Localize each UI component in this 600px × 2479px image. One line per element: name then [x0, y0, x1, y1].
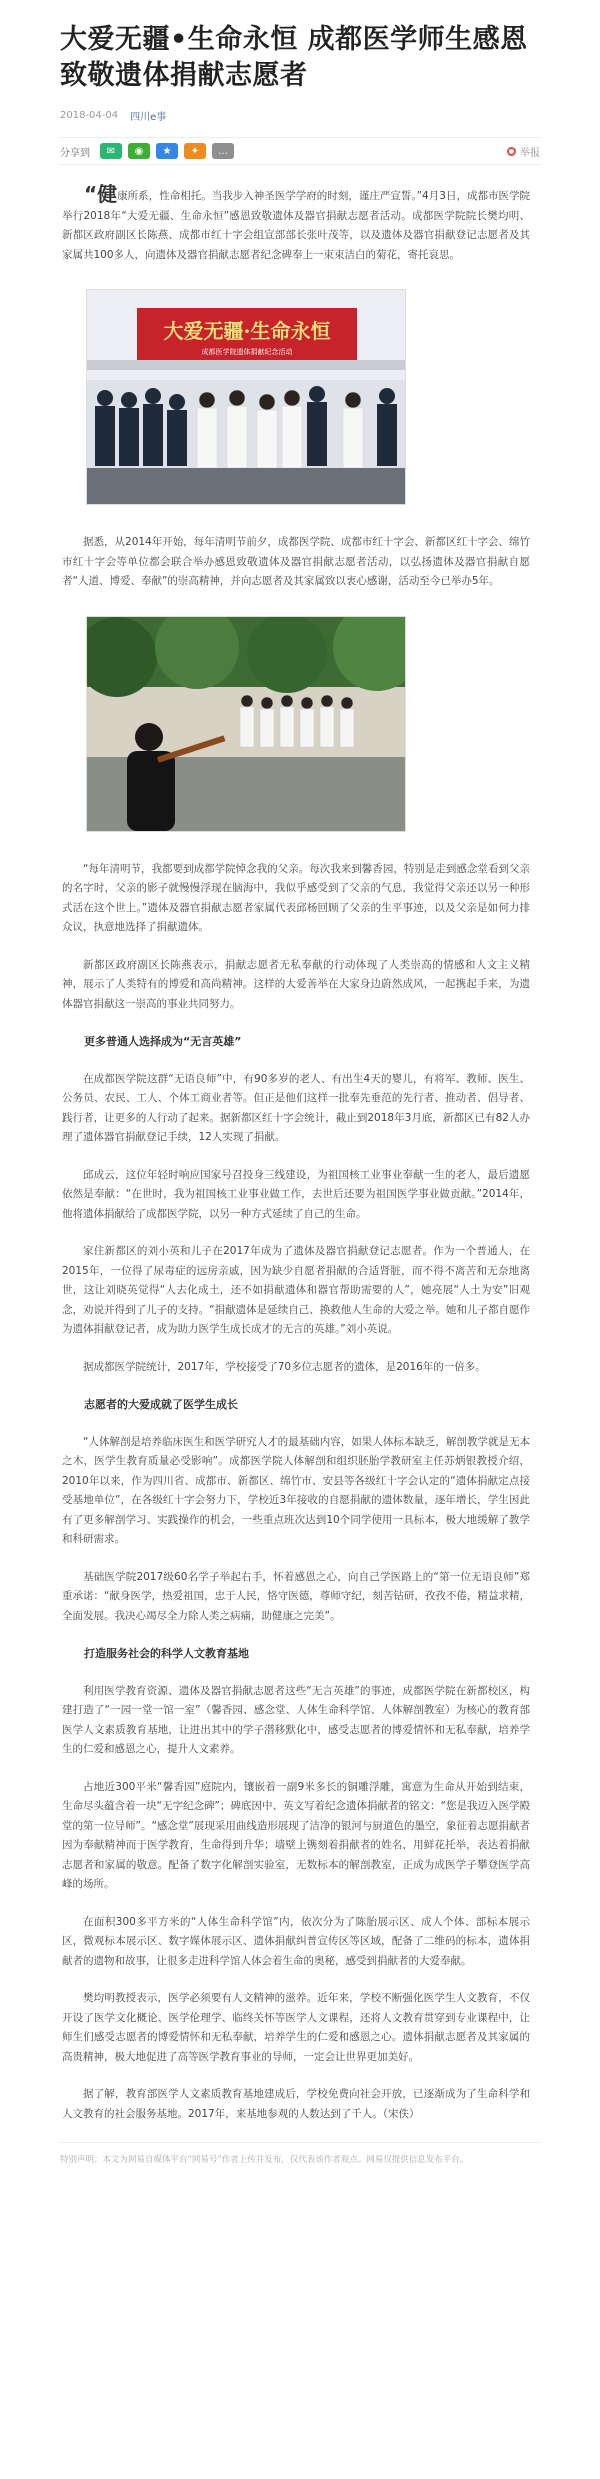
section-heading: 志愿者的大爱成就了医学生成长 — [84, 1398, 238, 1411]
banner-subtext: 成都医学院遗体捐献纪念活动 — [201, 348, 293, 356]
paragraph: “健康所系，性命相托。当我步入神圣医学学府的时刻，谨庄严宣誓。”4月3日，成都市医学院举行2018年“大爱无疆、生命永恒”感恩致敬遗体及器官捐献志愿者活动。成都医学院院长樊均明、新都区政府副区长陈燕、成都市红十字会组宣部部长张叶茂等，以及遗体及器官捐献登记志愿者及其家属共100多人，向遗体及器官捐献志愿者纪念碑奉上一束束洁白的菊花，寄托哀思。 — [62, 182, 530, 261]
paragraph: 家住新都区的刘小英和儿子在2017年成为了遗体及器官捐献登记志愿者。作为一个普通人，在2015年，一位得了尿毒症的远房亲戚，因为缺少自愿者捐献的合适肾脏，而不得不离苦和无奈地离世，这让刘晓英觉得“人去化成土，还不如捐献遗体和器官帮助需要的人”，她亮展“人土为安”旧观念，劝说并得到了儿子的支持。“捐献遗体是延续自己、换救他人生命的大爱之举。她和儿子都自愿作为遗体捐献登记者，成为助力医学生成长成才的无言的英雄。”刘小英说。 — [62, 1245, 530, 1335]
weibo-icon[interactable]: ★ — [156, 143, 178, 159]
paragraph: 利用医学教育资源、遗体及器官捐献志愿者这些“无言英雄”的事迹，成都医学院在新都校区，构建打造了“一园一堂一馆一室”（馨香园、感念堂、人体生命科学馆、人体解剖教室）为核心的教育部医学人文素质教育基地，让进出其中的学子潜移默化中，感受志愿者的博爱情怀和无私奉献，培养学生的仁爱和感恩之心，提升人文素养。 — [62, 1684, 530, 1755]
paragraph: 占地近300平米“馨香园”庭院内，镶嵌着一副9米多长的铜雕浮雕，寓意为生命从开始到结束，生命尽头蕴含着一块“无字纪念碑”；碑底因中、英文写着纪念遗体捐献者的铭文：“您是我迈入医学殿堂的第一位导师”。“感念堂”展现采用曲线造形展现了洁净的银河与厨道色的墨空，象征着志愿捐献者因为奉献精神而于医学教育，生命得到升华；墙壁上镌刻着捐献者的姓名，用鲜花托举，表达着捐献志愿者和家属的敬意。配备了数字化解剖实验室，无数标本的解剖教室，正成为成医学子攀登医学高峰的场所。 — [62, 1780, 530, 1890]
share-bar — [60, 137, 540, 165]
paragraph: 在成都医学院这群“无语良师”中，有90多岁的老人、有出生4天的婴儿，有将军、教师、医生、公务员、农民、工人、个体工商业者等。但正是他们这样一批奉先垂范的先行者、推动者、倡导者、践行者，让更多的人行动了起来。据新都区红十字会统计，截止到2018年3月底，新都区已有82人办理了遗体器官捐献登记手续，12人实现了捐献。 — [62, 1072, 530, 1143]
more-icon[interactable]: … — [212, 143, 234, 159]
publish-date: 2018-04-04 — [60, 110, 119, 121]
report-icon — [507, 147, 516, 156]
paragraph: 据悉，从2014年开始，每年清明节前夕，成都医学院、成都市红十字会、新都区红十字会、绵竹市红十字会等单位都会联合举办感恩致敬遗体及器官捐献志愿者活动，以弘扬遗体及器官捐献自愿者“人道、博爱、奉献”的崇高精神，并向志愿者及其家属致以衷心感谢，活动至今已举办5年。 — [62, 536, 530, 587]
paragraph: 据了解，教育部医学人文素质教育基地建成后，学校免费向社会开放，已逐渐成为了生命科学和人文教育的社会服务基地。2017年，来基地参观的人数达到了千人。（宋佚） — [62, 2088, 530, 2120]
paragraph: 樊均明教授表示，医学必须要有人文精神的滋养。近年来，学校不断强化医学生人文教育，不仅开设了医学文化概论、医学伦理学、临终关怀等医学人文课程，还将人文教育贯穿到专业课程中，让师生们感受志愿者的博爱情怀和无私奉献，培养学生的仁爱和感恩之心。遗体捐献志愿者及其家属的高贵精神，极大地促进了高等医学教育事业的导师，一定会让世界更加美好。 — [62, 1992, 530, 2063]
tencent-weibo-icon[interactable]: ✦ — [184, 143, 206, 159]
disclaimer: 特别声明：本文为网易自媒体平台“网易号”作者上传并发布，仅代表该作者观点。网易仅提供信息发布平台。 — [60, 2142, 540, 2165]
paragraph: 邱成云，这位年轻时响应国家号召投身三线建设，为祖国核工业事业奉献一生的老人，最后遗愿依然是奉献：“在世时，我为祖国核工业事业做工作，去世后还要为祖国医学事业做贡献。”2014年，他将遗体捐献给了成都医学院，以另一种方式延续了自己的生命。 — [62, 1168, 530, 1220]
section-heading: 打造服务社会的科学人文教育基地 — [84, 1647, 249, 1660]
report-button[interactable] — [507, 144, 540, 159]
report-label: 举报 — [520, 147, 540, 159]
banner-text: 大爱无疆·生命永恒 — [163, 319, 331, 343]
source-link[interactable]: 四川e事 — [130, 112, 167, 123]
paragraph: 新都区政府副区长陈燕表示，捐献志愿者无私奉献的行动体现了人类崇高的情感和人文主义精神，展示了人类特有的博爱和高尚精神。这样的大爱善举在大家身边蔚然成风，一起携起手来，为遗体器官捐献这一崇高的事业共同努力。 — [62, 958, 530, 1010]
event-photo-2 — [86, 616, 406, 832]
wechat-icon[interactable]: ◉ — [128, 143, 150, 159]
paragraph: “人体解剖是培养临床医生和医学研究人才的最基础内容，如果人体标本缺乏，解剖教学就是无本之木，医学生教育质量必受影响”。成都医学院人体解剖和组织胚胎学教研室主任苏炳银教授介绍，2010年以来，作为四川省、成都市、新都区、绵竹市、安县等各级红十字会认定的“遗体捐献定点接受基地单位”，在各级红十字会努力下，学校近3年接收的自愿捐献的遗体数量，逐年增长，学生因此有了更多解剖学习、实践操作的机会，一些重点班次达到10个同学使用一具标本，极大地缓解了教学和科研需求。 — [62, 1435, 530, 1545]
qzone-icon[interactable]: ✉ — [100, 143, 122, 159]
event-photo-1 — [86, 289, 406, 505]
article-meta — [60, 108, 540, 123]
paragraph: 在面积300多平方米的“人体生命科学馆”内，依次分为了陈胎展示区、成人个体、部标本展示区，微观标本展示区、数字媒体展示区、遗体捐献纠普宣传区等区域，配备了二维码的标本，遗体捐献者的遗物和故事，让很多走进科学馆人体会着生命的奥秘，感受到捐献者的大爱奉献。 — [62, 1915, 530, 1967]
paragraph: “每年清明节，我都要到成都学院悼念我的父亲。每次我来到馨香园，特别是走到感念堂看到父亲的名字时，父亲的影子就慢慢浮现在脑海中，我似乎感受到了父亲的气息，我觉得父亲还以另一种形式活在这个世上。”遗体及器官捐献志愿者家属代表邱杨回顾了父亲的生平事迹，以及父亲是如何力排众议，执意地选择了捐献遗体。 — [62, 862, 530, 933]
section-heading: 更多普通人选择成为“无言英雄” — [84, 1035, 242, 1048]
lead-char: “健 — [84, 182, 118, 206]
paragraph: 据成都医学院统计，2017年，学校接受了70多位志愿者的遗体，是2016年的一倍多。 — [83, 1360, 486, 1373]
article-body — [0, 165, 600, 2124]
article-header — [0, 0, 600, 123]
paragraph: 基础医学院2017级60名学子举起右手，怀着感恩之心，向自己学医路上的“第一位无语良师”郑重承诺：“献身医学，热爱祖国，忠于人民，恪守医德，尊师守纪，刻苦钻研，孜孜不倦，精益求精，全面发展。我决心竭尽全力除人类之病痛，助健康之完美”。 — [62, 1570, 530, 1622]
article-title: 大爱无疆•生命永恒 成都医学师生感恩致敬遗体捐献志愿者 — [60, 24, 528, 91]
share-label: 分享到 — [60, 147, 90, 159]
